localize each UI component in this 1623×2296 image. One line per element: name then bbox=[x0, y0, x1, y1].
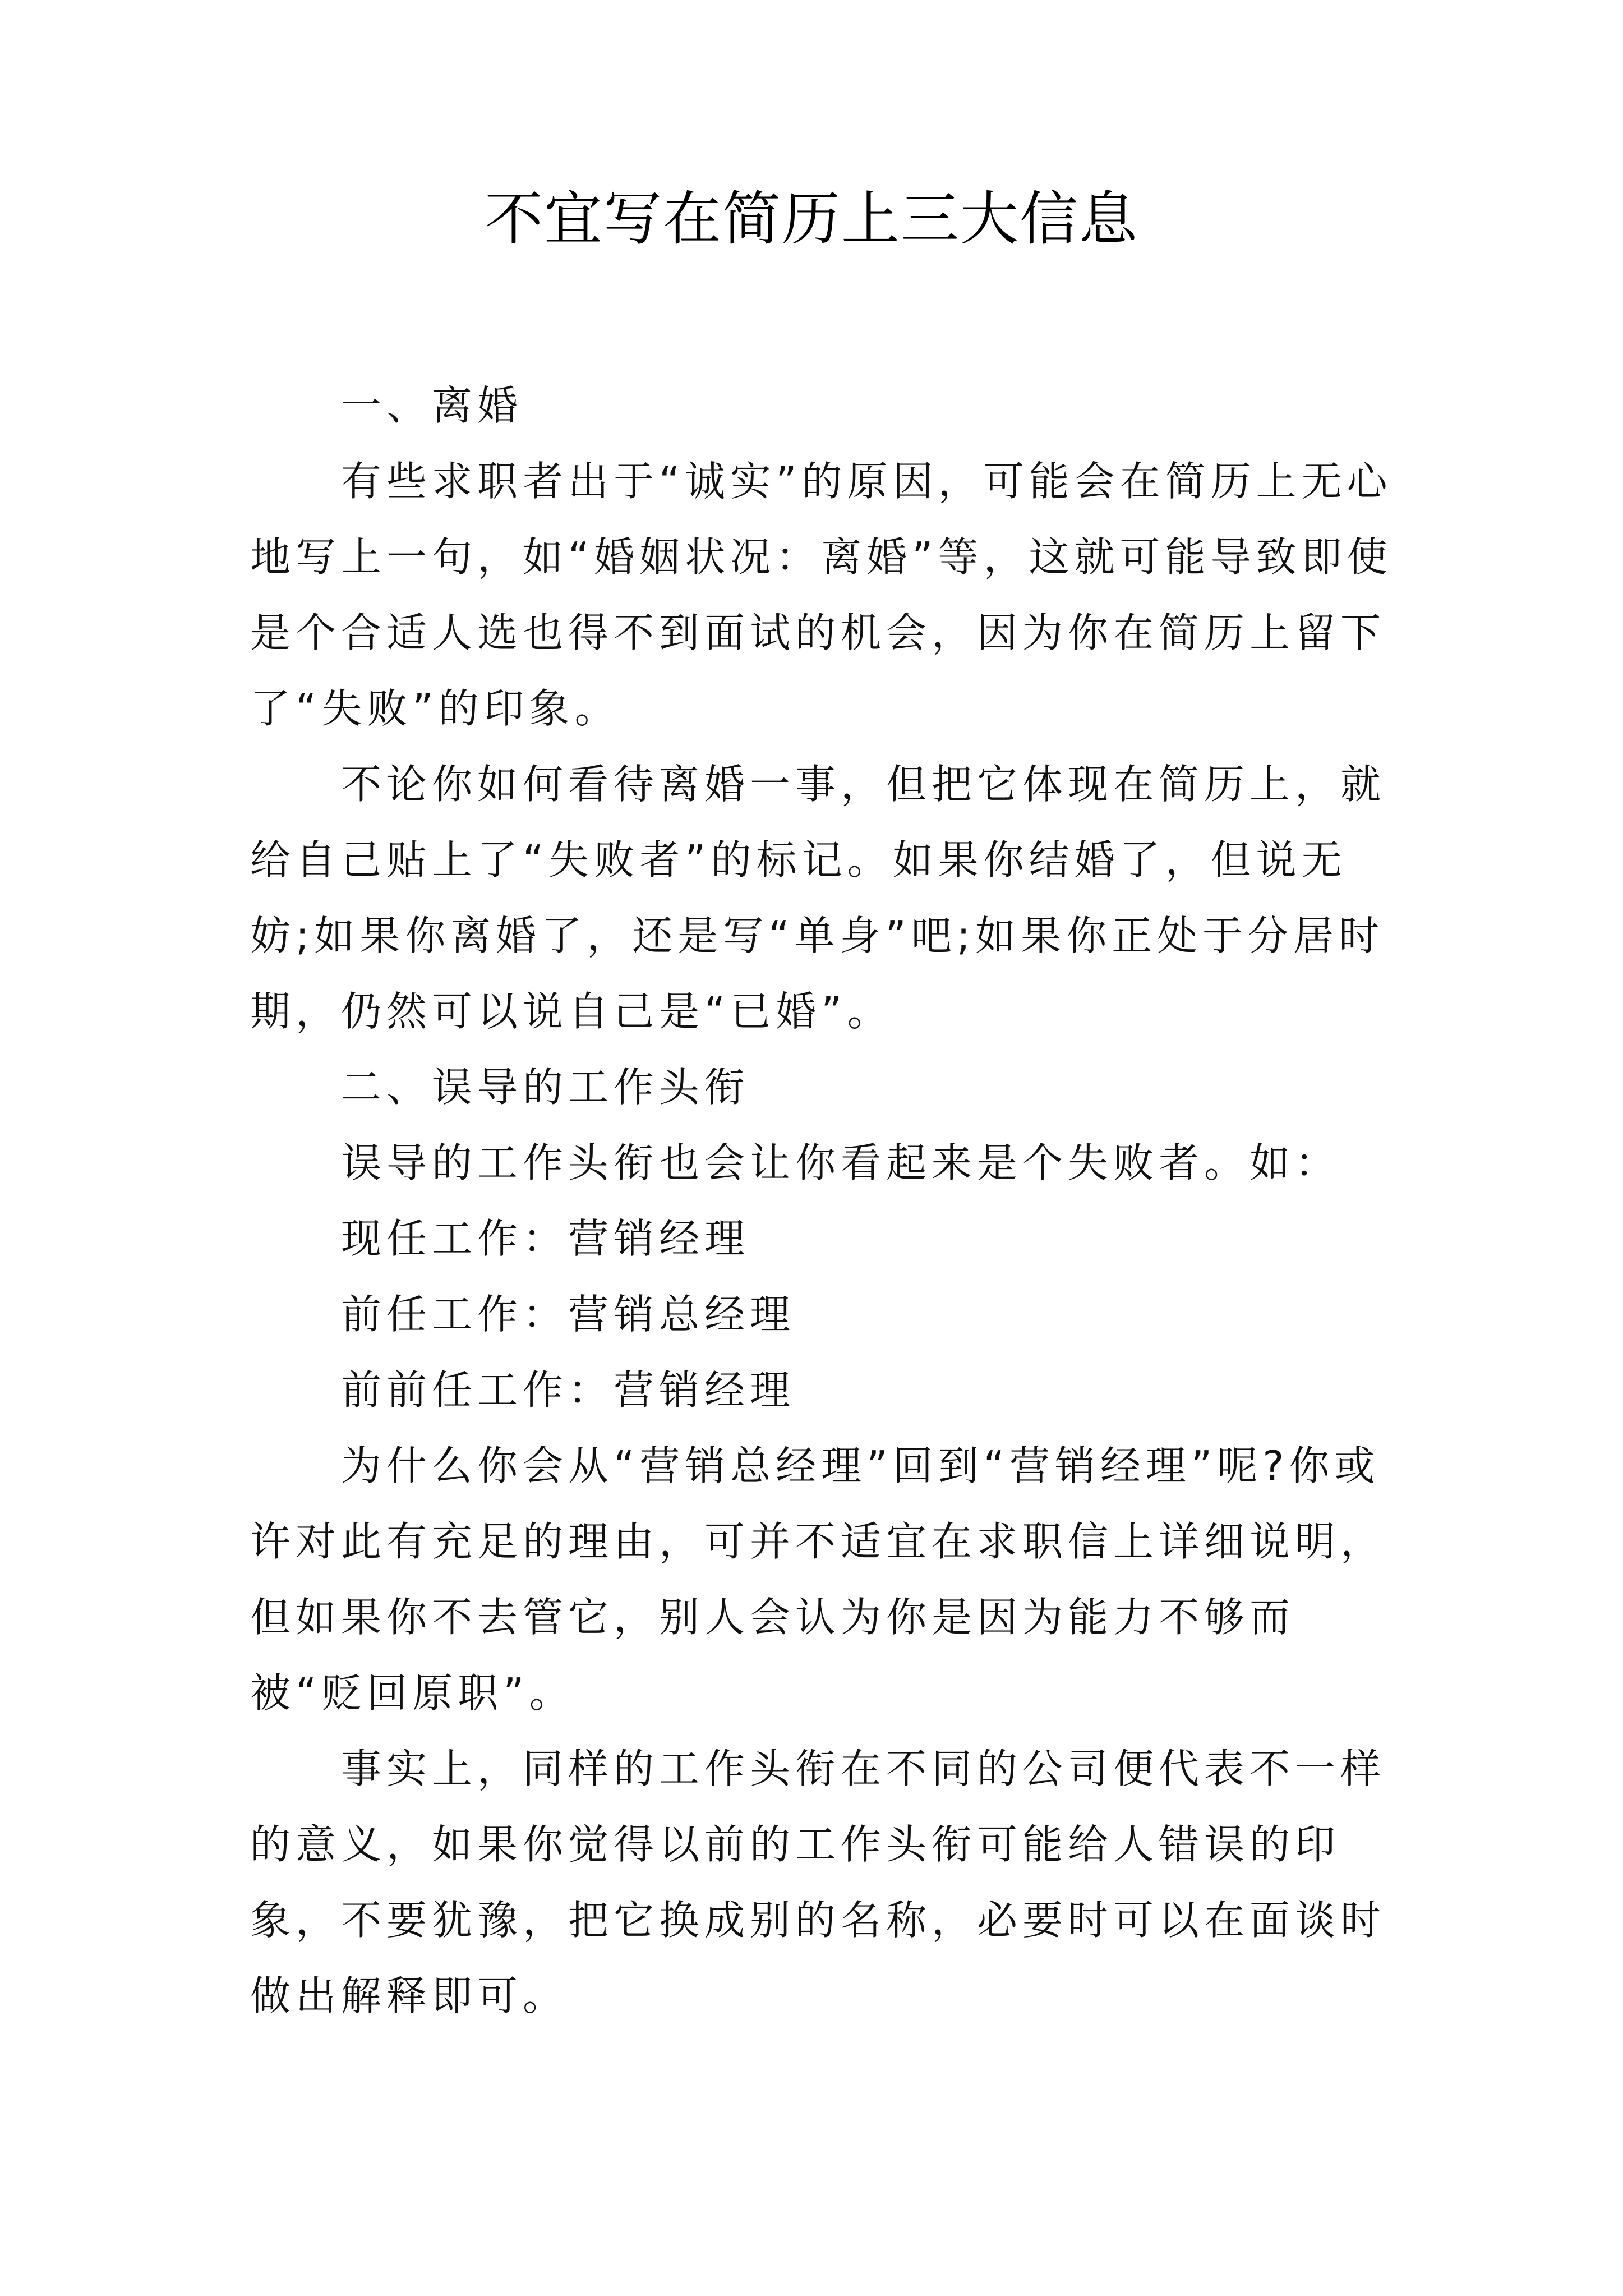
paragraph: 有些求职者出于“诚实”的原因，可能会在简历上无心地写上一句，如“婚姻状况：离婚”等，这就可能导致即使是个合适人选也得不到面试的机会，因为你在简历上留下了“失败”的印象。 bbox=[250, 458, 1393, 732]
paragraph: 误导的工作头衔也会让你看起来是个失败者。如： bbox=[341, 1139, 1341, 1186]
document-title: 不宜写在简历上三大信息 bbox=[484, 185, 1138, 253]
document-body bbox=[250, 368, 1394, 2034]
paragraph: 不论你如何看待离婚一事，但把它体现在简历上，就给自己贴上了“失败者”的标记。如果你结婚了，但说无妨;如果你离婚了，还是写“单身”吧;如果你正处于分居时期，仍然可以说自己是“已婚”。 bbox=[250, 761, 1386, 1035]
section-heading-misleading-titles: 二、误导的工作头衔 bbox=[341, 1064, 750, 1111]
job-line-current: 现任工作：营销经理 bbox=[341, 1215, 750, 1262]
job-line-previous: 前任工作：营销总经理 bbox=[341, 1291, 796, 1338]
section-heading-divorce: 一、离婚 bbox=[341, 382, 523, 429]
paragraph: 为什么你会从“营销总经理”回到“营销经理”呢?你或许对此有充足的理由，可并不适宜在求职信上详细说明，但如果你不去管它，别人会认为你是因为能力不够而被“贬回原职”。 bbox=[250, 1442, 1386, 1717]
job-line-earlier: 前前任工作：营销经理 bbox=[341, 1366, 796, 1414]
paragraph: 事实上，同样的工作头衔在不同的公司便代表不一样的意义，如果你觉得以前的工作头衔可能给人错误的印象，不要犹豫，把它换成别的名称，必要时可以在面谈时做出解释即可。 bbox=[250, 1745, 1386, 2019]
